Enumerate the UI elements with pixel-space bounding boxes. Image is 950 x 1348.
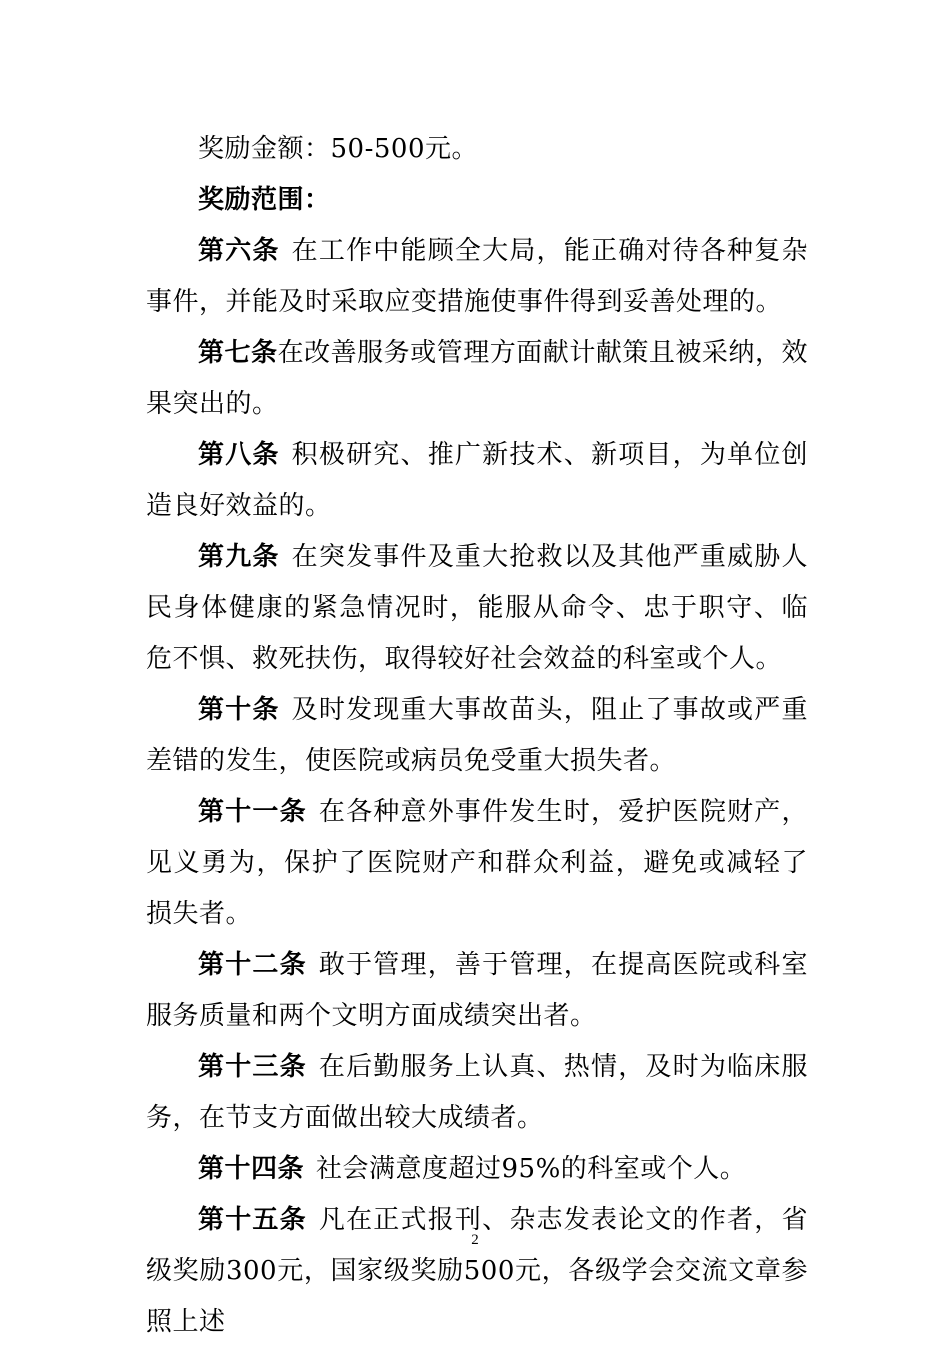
article-12 [146, 940, 808, 1042]
article-label: 第八条 [198, 440, 280, 470]
article-7 [146, 328, 808, 430]
article-label: 第十四条 [198, 1154, 305, 1184]
article-label: 第七条 [198, 338, 278, 368]
article-11 [146, 787, 808, 940]
article-6 [146, 226, 808, 328]
award-scope-heading: 奖励范围： [198, 185, 331, 215]
article-text: 在各种意外事件发生时，爱护医院财产，见义勇为，保护了医院财产和群众利益，避免或减轻了损失者。 [146, 797, 808, 929]
article-10 [146, 685, 808, 787]
article-text: 在改善服务或管理方面献计献策且被采纳，效果突出的。 [146, 338, 808, 419]
article-text: 在后勤服务上认真、热情，及时为临床服务，在节支方面做出较大成绩者。 [146, 1052, 808, 1133]
article-text: 在突发事件及重大抢救以及其他严重威胁人民身体健康的紧急情况时，能服从命令、忠于职守、临危不惧、救死扶伤，取得较好社会效益的科室或个人。 [146, 542, 808, 674]
article-9 [146, 532, 808, 685]
document-body [146, 124, 808, 1348]
article-label: 第十一条 [198, 797, 307, 827]
article-label: 第十二条 [198, 950, 307, 980]
article-text: 在工作中能顾全大局，能正确对待各种复杂事件，并能及时采取应变措施使事件得到妥善处理的。 [146, 236, 808, 317]
article-label: 第六条 [198, 236, 280, 266]
page-number: 2 [471, 1232, 479, 1248]
award-amount-line: 奖励金额：50-500元。 [198, 134, 478, 164]
article-label: 第十五条 [198, 1205, 307, 1235]
article-label: 第十条 [198, 695, 280, 725]
article-text: 积极研究、推广新技术、新项目，为单位创造良好效益的。 [146, 440, 808, 521]
article-8 [146, 430, 808, 532]
article-label: 第十三条 [198, 1052, 307, 1082]
article-14 [146, 1144, 808, 1195]
article-13 [146, 1042, 808, 1144]
article-15 [146, 1195, 808, 1348]
article-text: 及时发现重大事故苗头，阻止了事故或严重差错的发生，使医院或病员免受重大损失者。 [146, 695, 808, 776]
article-label: 第九条 [198, 542, 280, 572]
article-text: 凡在正式报刊、杂志发表论文的作者，省级奖励300元，国家级奖励500元，各级学会交流文章参照上述 [146, 1205, 808, 1337]
article-text: 敢于管理，善于管理，在提高医院或科室服务质量和两个文明方面成绩突出者。 [146, 950, 808, 1031]
article-text: 社会满意度超过95%的科室或个人。 [316, 1154, 747, 1184]
